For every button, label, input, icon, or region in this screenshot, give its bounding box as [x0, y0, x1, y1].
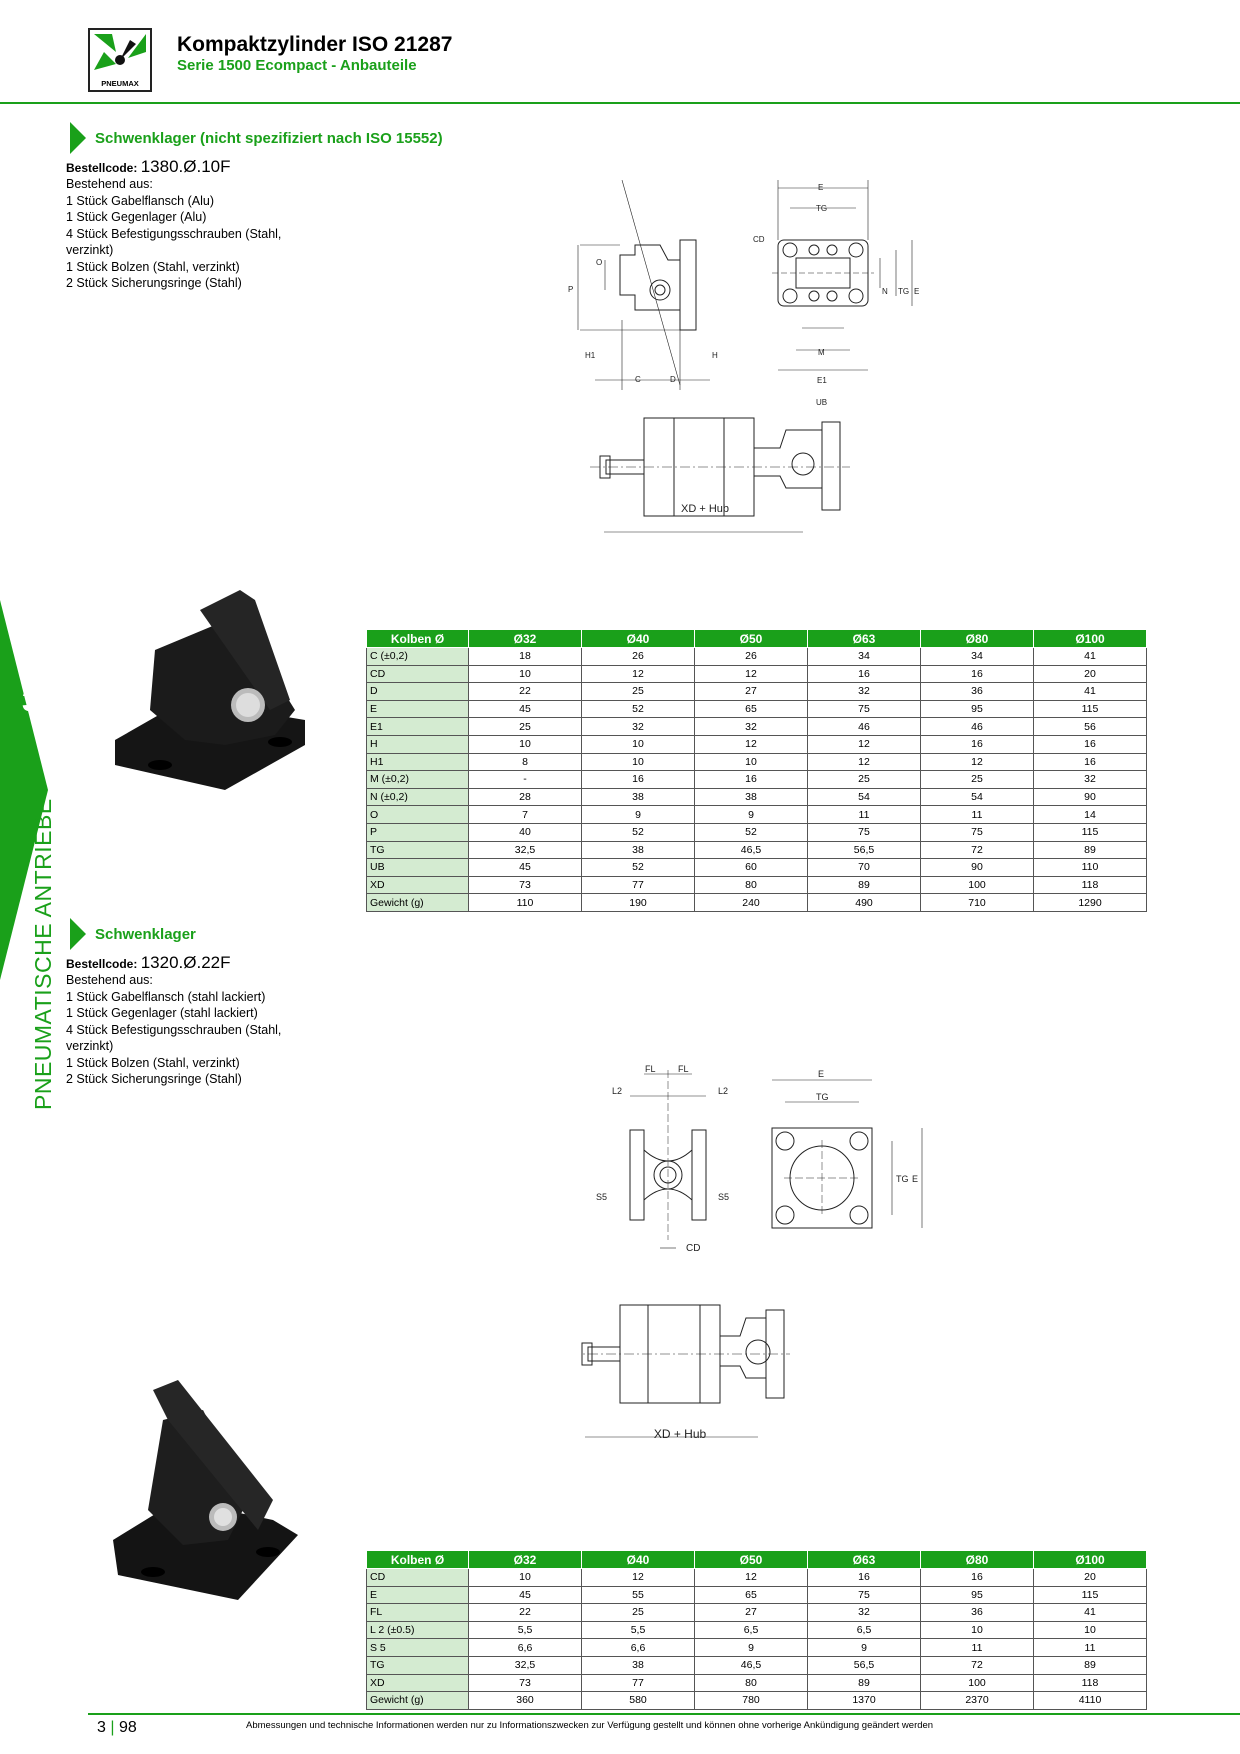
- table-header-cell: Ø32: [469, 1551, 582, 1569]
- table-cell: 240: [695, 894, 808, 912]
- table-cell: 25: [469, 718, 582, 736]
- table-cell: 41: [1034, 683, 1147, 701]
- table-header-cell: Ø100: [1034, 1551, 1147, 1569]
- dim-label: L2: [718, 1086, 729, 1096]
- table-row: [367, 648, 1147, 666]
- table-cell: 710: [921, 894, 1034, 912]
- table-row-label: O: [367, 806, 469, 824]
- table-row-label: H: [367, 735, 469, 753]
- dim-label: E1: [817, 376, 827, 385]
- table-cell: 5,5: [469, 1621, 582, 1639]
- dim-label: TG: [896, 1174, 909, 1184]
- table-header-cell: Ø40: [582, 630, 695, 648]
- table-cell: 75: [921, 823, 1034, 841]
- table-cell: 80: [695, 1674, 808, 1692]
- table-cell: 55: [582, 1586, 695, 1604]
- table-row-label: S 5: [367, 1639, 469, 1657]
- table-cell: 38: [582, 788, 695, 806]
- table-row-label: XD: [367, 1674, 469, 1692]
- table-cell: 20: [1034, 1569, 1147, 1587]
- table-row-label: P: [367, 823, 469, 841]
- table-header-cell: Kolben Ø: [367, 630, 469, 648]
- table-cell: 9: [695, 806, 808, 824]
- table-header-cell: Ø80: [921, 1551, 1034, 1569]
- table-cell: 65: [695, 700, 808, 718]
- dim-label: XD + Hub: [653, 1427, 707, 1441]
- table-cell: 46,5: [695, 841, 808, 859]
- table-cell: 110: [469, 894, 582, 912]
- table-row-label: Gewicht (g): [367, 894, 469, 912]
- table-cell: 115: [1034, 823, 1147, 841]
- table-cell: 115: [1034, 700, 1147, 718]
- table-row: [367, 894, 1147, 912]
- table-cell: 32: [1034, 771, 1147, 789]
- table-cell: 10: [582, 753, 695, 771]
- table-cell: 56,5: [808, 841, 921, 859]
- table-row-label: XD: [367, 876, 469, 894]
- table-row: [367, 823, 1147, 841]
- table-cell: 16: [921, 1569, 1034, 1587]
- table-cell: 32,5: [469, 1656, 582, 1674]
- table-cell: 28: [469, 788, 582, 806]
- table-cell: 16: [808, 1569, 921, 1587]
- table-cell: 32,5: [469, 841, 582, 859]
- table-cell: 46: [808, 718, 921, 736]
- table-header-row: [367, 630, 1147, 648]
- table-cell: 10: [469, 735, 582, 753]
- section1-arrow-icon: [70, 122, 86, 154]
- order-label: Bestellcode:: [66, 957, 138, 971]
- table-cell: 65: [695, 1586, 808, 1604]
- table-cell: 8: [469, 753, 582, 771]
- table-cell: 38: [582, 1656, 695, 1674]
- table-row: [367, 683, 1147, 701]
- table-cell: 118: [1034, 1674, 1147, 1692]
- table-cell: 9: [695, 1639, 808, 1657]
- table-row: [367, 806, 1147, 824]
- consists-of-label: Bestehend aus:: [66, 973, 153, 987]
- table-cell: 90: [1034, 788, 1147, 806]
- table-header-cell: Ø63: [808, 1551, 921, 1569]
- table-cell: 40: [469, 823, 582, 841]
- table-row: [367, 876, 1147, 894]
- table-cell: 32: [808, 683, 921, 701]
- dim-label: C: [635, 375, 641, 384]
- table-row: [367, 735, 1147, 753]
- table-cell: 32: [695, 718, 808, 736]
- table-cell: 90: [921, 859, 1034, 877]
- table-cell: 73: [469, 1674, 582, 1692]
- table-cell: 190: [582, 894, 695, 912]
- table-cell: 11: [921, 806, 1034, 824]
- table-cell: 32: [582, 718, 695, 736]
- chapter-number: 3: [22, 685, 39, 718]
- section2-technical-drawing: [580, 1060, 940, 1460]
- table-cell: 20: [1034, 665, 1147, 683]
- table-cell: 45: [469, 700, 582, 718]
- table-cell: 25: [808, 771, 921, 789]
- table-row: [367, 718, 1147, 736]
- dim-label: S5: [718, 1192, 730, 1202]
- parts-item: 4 Stück Befestigungsschrauben (Stahl, verzinkt): [66, 226, 282, 257]
- table-row: [367, 700, 1147, 718]
- document-title: Kompaktzylinder ISO 21287: [177, 33, 453, 56]
- table-header-cell: Ø32: [469, 630, 582, 648]
- table-cell: 100: [921, 876, 1034, 894]
- table-cell: 25: [582, 683, 695, 701]
- dim-label: O: [596, 258, 603, 267]
- table-row-label: C (±0,2): [367, 648, 469, 666]
- table-cell: 16: [921, 735, 1034, 753]
- table-cell: 12: [695, 735, 808, 753]
- table-header-cell: Ø50: [695, 630, 808, 648]
- table-cell: 22: [469, 1604, 582, 1622]
- parts-item: 1 Stück Gabelflansch (Alu): [66, 193, 214, 208]
- table-row-label: E: [367, 1586, 469, 1604]
- table-cell: 41: [1034, 648, 1147, 666]
- table-row-label: TG: [367, 1656, 469, 1674]
- table-cell: 5,5: [582, 1621, 695, 1639]
- table-cell: 25: [921, 771, 1034, 789]
- table-cell: 89: [1034, 841, 1147, 859]
- dim-label: FL: [678, 1064, 689, 1074]
- table-cell: 89: [1034, 1656, 1147, 1674]
- table-cell: 80: [695, 876, 808, 894]
- dim-label: TG: [898, 287, 910, 296]
- table-cell: 9: [582, 806, 695, 824]
- table-cell: 11: [1034, 1639, 1147, 1657]
- table-cell: 10: [582, 735, 695, 753]
- table-cell: 95: [921, 700, 1034, 718]
- table-header-row: [367, 1551, 1147, 1569]
- table-row-label: D: [367, 683, 469, 701]
- table-row-label: E1: [367, 718, 469, 736]
- table-cell: 27: [695, 1604, 808, 1622]
- parts-item: 1 Stück Gabelflansch (stahl lackiert): [66, 989, 266, 1004]
- table-cell: 11: [808, 806, 921, 824]
- table-cell: 12: [808, 735, 921, 753]
- table-cell: 22: [469, 683, 582, 701]
- table-cell: 1370: [808, 1692, 921, 1710]
- table-row: [367, 788, 1147, 806]
- dim-label: N: [882, 287, 888, 296]
- consists-of-label: Bestehend aus:: [66, 177, 153, 191]
- table-row-label: L 2 (±0.5): [367, 1621, 469, 1639]
- footer-chapter: 3: [97, 1719, 106, 1736]
- table-cell: 89: [808, 876, 921, 894]
- table-cell: 16: [921, 665, 1034, 683]
- table-cell: 7: [469, 806, 582, 824]
- table-cell: 16: [1034, 735, 1147, 753]
- table-cell: 110: [1034, 859, 1147, 877]
- table-cell: 70: [808, 859, 921, 877]
- table-cell: 75: [808, 823, 921, 841]
- table-cell: 36: [921, 1604, 1034, 1622]
- pneumax-logo: [88, 28, 152, 92]
- section1-title: Schwenklager (nicht spezifiziert nach ISO 15552): [95, 130, 443, 147]
- table-row: [367, 665, 1147, 683]
- table-cell: 41: [1034, 1604, 1147, 1622]
- table-cell: 6,5: [695, 1621, 808, 1639]
- table-cell: 52: [695, 823, 808, 841]
- table-header-cell: Ø100: [1034, 630, 1147, 648]
- table-cell: 16: [1034, 753, 1147, 771]
- table-header-cell: Ø50: [695, 1551, 808, 1569]
- table-cell: 34: [808, 648, 921, 666]
- parts-item: 1 Stück Bolzen (Stahl, verzinkt): [66, 259, 240, 274]
- table-cell: 6,6: [582, 1639, 695, 1657]
- table-cell: 6,6: [469, 1639, 582, 1657]
- table-cell: 38: [582, 841, 695, 859]
- dim-label: CD: [753, 235, 765, 244]
- parts-item: 1 Stück Gegenlager (Alu): [66, 210, 207, 224]
- table-cell: 118: [1034, 876, 1147, 894]
- dim-label: M: [818, 348, 825, 357]
- table-row-label: E: [367, 700, 469, 718]
- table-row-label: FL: [367, 1604, 469, 1622]
- table-cell: 12: [582, 665, 695, 683]
- table-row: [367, 859, 1147, 877]
- dim-label: P: [568, 285, 574, 294]
- order-label: Bestellcode:: [66, 161, 138, 175]
- table-cell: 12: [582, 1569, 695, 1587]
- table-header-cell: Ø80: [921, 630, 1034, 648]
- table-cell: 34: [921, 648, 1034, 666]
- table-cell: 1290: [1034, 894, 1147, 912]
- chapter-label: PNEUMATISCHE ANTRIEBE: [30, 798, 56, 1110]
- table-cell: 46: [921, 718, 1034, 736]
- table-row-label: Gewicht (g): [367, 1692, 469, 1710]
- table-cell: 6,5: [808, 1621, 921, 1639]
- table-row: [367, 841, 1147, 859]
- table-cell: 490: [808, 894, 921, 912]
- dim-label: CD: [686, 1243, 701, 1254]
- logo-text: PNEUMAX: [101, 79, 139, 88]
- table-cell: 12: [808, 753, 921, 771]
- section2-product-photo: [108, 1380, 308, 1610]
- table-cell: 73: [469, 876, 582, 894]
- table-cell: 580: [582, 1692, 695, 1710]
- table-cell: 2370: [921, 1692, 1034, 1710]
- header-divider: [0, 102, 1240, 104]
- dim-label: D: [670, 375, 676, 384]
- table-header-cell: Kolben Ø: [367, 1551, 469, 1569]
- table-row-label: UB: [367, 859, 469, 877]
- dim-label: H: [712, 351, 718, 360]
- dim-label: S5: [596, 1192, 608, 1202]
- table-cell: 10: [469, 1569, 582, 1587]
- table-row: [367, 1674, 1147, 1692]
- section1-product-photo: [105, 590, 320, 790]
- footer-page: 98: [118, 1719, 137, 1736]
- dim-label: E: [818, 183, 824, 192]
- table-cell: 16: [808, 665, 921, 683]
- table-cell: 36: [921, 683, 1034, 701]
- table-cell: 45: [469, 1586, 582, 1604]
- table-row: [367, 771, 1147, 789]
- table-row: [367, 1656, 1147, 1674]
- section2-dimension-table: [366, 1550, 1147, 1710]
- table-cell: 10: [921, 1621, 1034, 1639]
- table-cell: 360: [469, 1692, 582, 1710]
- order-code-value: 1380.Ø.10F: [140, 157, 231, 176]
- parts-item: 2 Stück Sicherungsringe (Stahl): [66, 276, 242, 290]
- table-row-label: N (±0,2): [367, 788, 469, 806]
- section1-order-code: [66, 157, 230, 177]
- table-cell: 12: [695, 1569, 808, 1587]
- table-cell: 89: [808, 1674, 921, 1692]
- dim-label: TG: [816, 1092, 829, 1102]
- table-cell: 9: [808, 1639, 921, 1657]
- table-cell: 60: [695, 859, 808, 877]
- dim-label: FL: [645, 1064, 656, 1074]
- dim-label: XD + Hub: [681, 503, 729, 515]
- table-cell: 72: [921, 1656, 1034, 1674]
- table-cell: 10: [695, 753, 808, 771]
- table-cell: 72: [921, 841, 1034, 859]
- table-cell: 10: [469, 665, 582, 683]
- table-row-label: TG: [367, 841, 469, 859]
- table-cell: 38: [695, 788, 808, 806]
- table-row-label: H1: [367, 753, 469, 771]
- table-cell: 46,5: [695, 1656, 808, 1674]
- table-header-cell: Ø63: [808, 630, 921, 648]
- table-cell: 52: [582, 700, 695, 718]
- table-cell: 4110: [1034, 1692, 1147, 1710]
- table-row-label: CD: [367, 665, 469, 683]
- dim-label: E: [818, 1069, 825, 1079]
- dim-label: E: [912, 1174, 919, 1184]
- table-cell: 26: [695, 648, 808, 666]
- table-cell: 16: [582, 771, 695, 789]
- dim-label: L2: [612, 1086, 623, 1096]
- table-row: [367, 1569, 1147, 1587]
- parts-item: 4 Stück Befestigungsschrauben (Stahl, verzinkt): [66, 1022, 282, 1053]
- table-cell: 56: [1034, 718, 1147, 736]
- table-cell: 27: [695, 683, 808, 701]
- table-cell: 10: [1034, 1621, 1147, 1639]
- section1-parts-list: [66, 176, 316, 292]
- table-row: [367, 1692, 1147, 1710]
- table-cell: 54: [921, 788, 1034, 806]
- table-cell: 52: [582, 823, 695, 841]
- table-cell: 45: [469, 859, 582, 877]
- table-cell: 25: [582, 1604, 695, 1622]
- table-header-cell: Ø40: [582, 1551, 695, 1569]
- order-code-value: 1320.Ø.22F: [140, 953, 231, 972]
- table-cell: 115: [1034, 1586, 1147, 1604]
- parts-item: 2 Stück Sicherungsringe (Stahl): [66, 1072, 242, 1086]
- dim-label: E: [914, 287, 920, 296]
- table-row: [367, 753, 1147, 771]
- table-cell: 52: [582, 859, 695, 877]
- section1-technical-drawing: [560, 180, 920, 560]
- table-cell: 16: [695, 771, 808, 789]
- section2-parts-list: [66, 972, 316, 1088]
- table-row: [367, 1639, 1147, 1657]
- table-row-label: CD: [367, 1569, 469, 1587]
- section1-dimension-table: [366, 629, 1147, 912]
- table-cell: 56,5: [808, 1656, 921, 1674]
- table-cell: 18: [469, 648, 582, 666]
- table-row: [367, 1621, 1147, 1639]
- table-cell: 75: [808, 700, 921, 718]
- table-cell: -: [469, 771, 582, 789]
- table-cell: 75: [808, 1586, 921, 1604]
- table-cell: 26: [582, 648, 695, 666]
- parts-item: 1 Stück Gegenlager (stahl lackiert): [66, 1006, 258, 1020]
- table-cell: 100: [921, 1674, 1034, 1692]
- table-cell: 77: [582, 876, 695, 894]
- document-subtitle: Serie 1500 Ecompact - Anbauteile: [177, 57, 417, 74]
- page-number: 3 | 98: [97, 1719, 137, 1736]
- table-row: [367, 1604, 1147, 1622]
- table-cell: 14: [1034, 806, 1147, 824]
- table-cell: 12: [695, 665, 808, 683]
- table-cell: 77: [582, 1674, 695, 1692]
- table-cell: 11: [921, 1639, 1034, 1657]
- footer-disclaimer: Abmessungen und technische Informationen werden nur zu Informationszwecken zur Verfügung gestellt und können ohne vorherige Ankündigung geändert werden: [246, 1720, 934, 1731]
- dim-label: H1: [585, 351, 596, 360]
- section2-arrow-icon: [70, 918, 86, 950]
- table-cell: 780: [695, 1692, 808, 1710]
- section2-title: Schwenklager: [95, 926, 196, 943]
- footer-divider: [88, 1713, 1240, 1715]
- dim-label: TG: [816, 204, 828, 213]
- table-cell: 32: [808, 1604, 921, 1622]
- section2-order-code: [66, 953, 230, 973]
- table-row: [367, 1586, 1147, 1604]
- parts-item: 1 Stück Bolzen (Stahl, verzinkt): [66, 1055, 240, 1070]
- table-cell: 12: [921, 753, 1034, 771]
- table-cell: 54: [808, 788, 921, 806]
- table-cell: 95: [921, 1586, 1034, 1604]
- dim-label: UB: [816, 398, 828, 407]
- table-row-label: M (±0,2): [367, 771, 469, 789]
